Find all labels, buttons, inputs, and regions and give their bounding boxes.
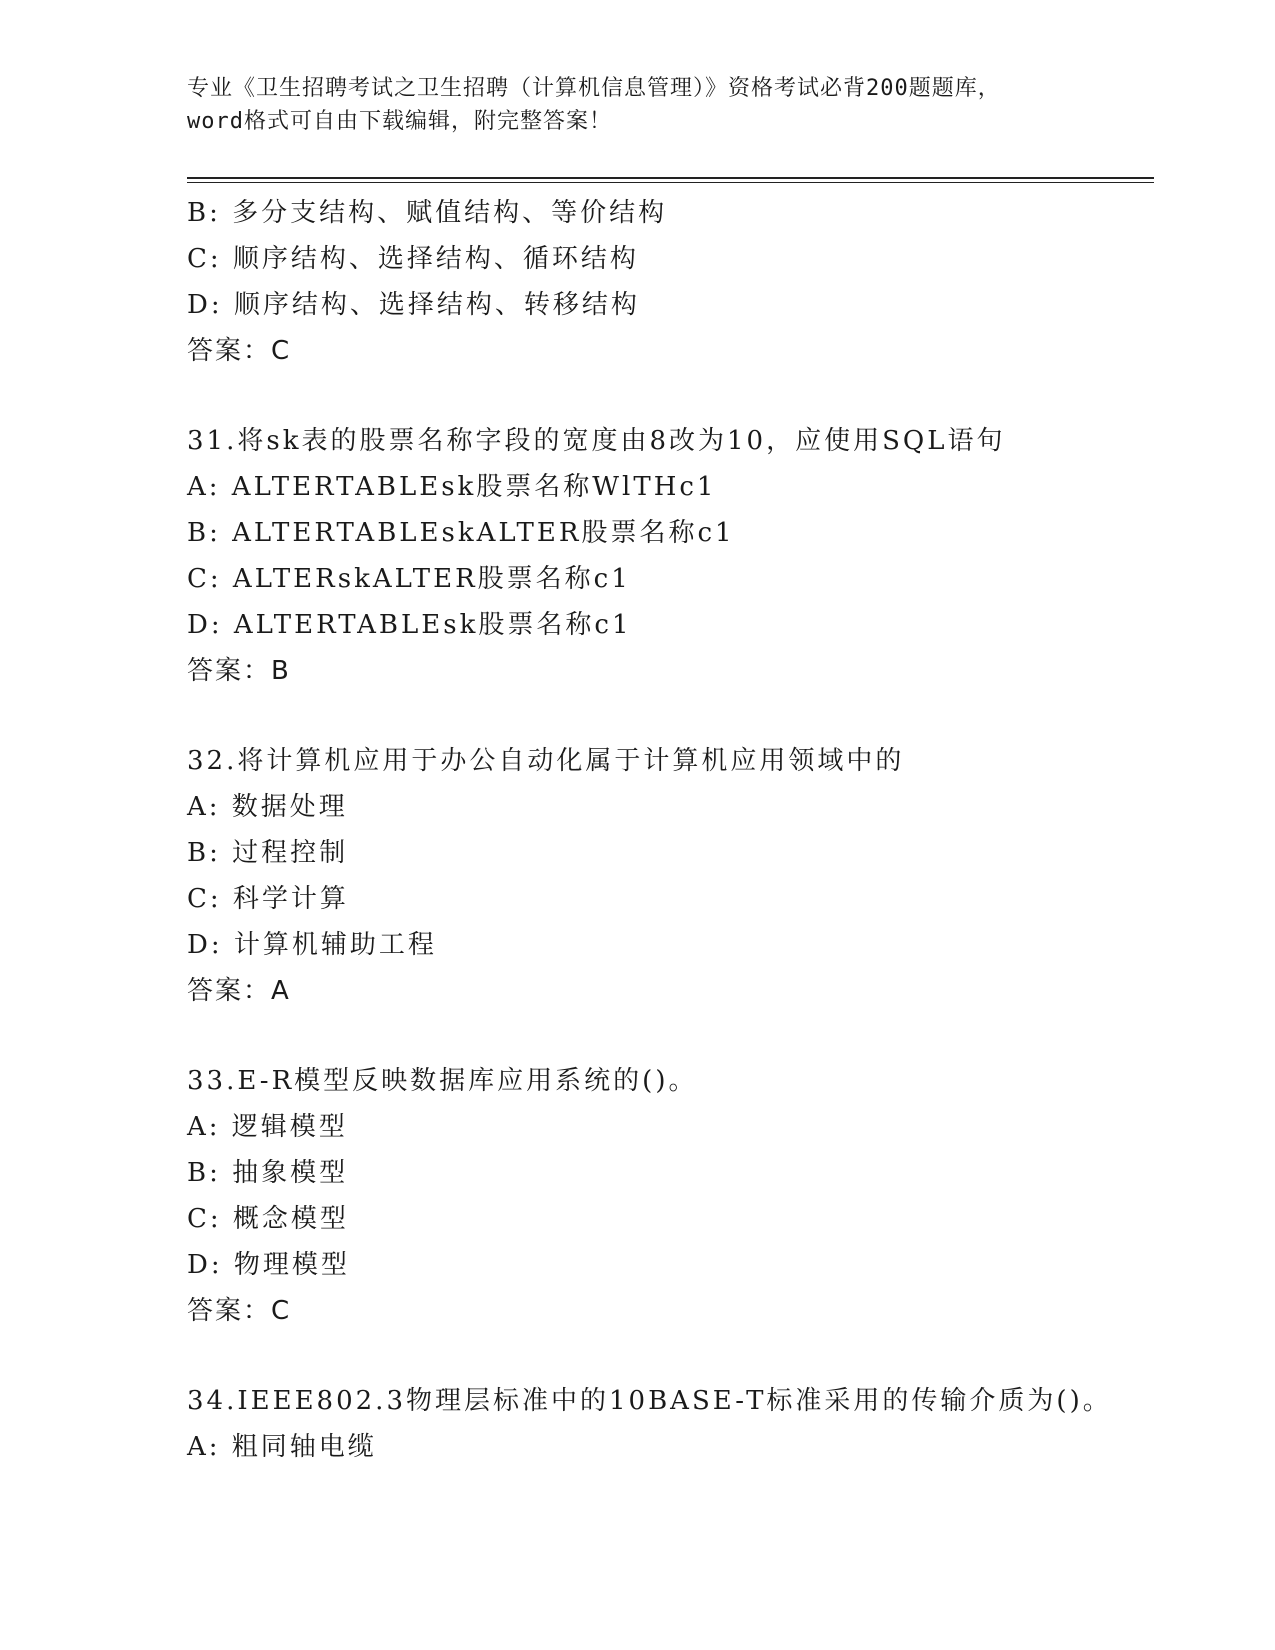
option-d: D: 计算机辅助工程: [187, 930, 437, 960]
option-b: B: ALTERTABLEskALTER股票名称c1: [187, 518, 735, 548]
answer-line: 答案：A: [187, 976, 291, 1006]
spacer: [187, 374, 1147, 418]
option-c: C: 概念模型: [187, 1204, 349, 1234]
question-block-continued: [187, 190, 1147, 374]
option-d: D: 物理模型: [187, 1250, 350, 1280]
spacer: [187, 694, 1147, 738]
option-a: A: ALTERTABLEsk股票名称WlTHc1: [187, 472, 717, 502]
option-a: A: 逻辑模型: [187, 1112, 348, 1142]
question-stem: 34.IEEE802.3物理层标准中的10BASE-T标准采用的传输介质为()。: [187, 1386, 1112, 1416]
question-block-32: [187, 738, 1147, 1014]
question-stem: 32.将计算机应用于办公自动化属于计算机应用领域中的: [187, 746, 905, 776]
question-block-33: [187, 1058, 1147, 1334]
spacer: [187, 1334, 1147, 1378]
option-d: D: 顺序结构、选择结构、转移结构: [187, 290, 640, 320]
option-a: A: 粗同轴电缆: [187, 1432, 377, 1462]
option-c: C: 顺序结构、选择结构、循环结构: [187, 244, 639, 274]
answer-line: 答案：C: [187, 1296, 292, 1326]
answer-line: 答案：C: [187, 336, 292, 366]
question-block-31: [187, 418, 1147, 694]
option-b: B: 抽象模型: [187, 1158, 349, 1188]
header-title-line-1: 专业《卫生招聘考试之卫生招聘（计算机信息管理）》资格考试必背200题题库，: [187, 76, 1001, 101]
document-header: [187, 72, 1087, 138]
header-title-line-2: word格式可自由下载编辑，附完整答案！: [187, 109, 612, 134]
question-block-34: [187, 1378, 1147, 1470]
option-d: D: ALTERTABLEsk股票名称c1: [187, 610, 632, 640]
option-b: B: 过程控制: [187, 838, 349, 868]
option-b: B: 多分支结构、赋值结构、等价结构: [187, 198, 668, 228]
spacer: [187, 1014, 1147, 1058]
option-c: C: ALTERskALTER股票名称c1: [187, 564, 631, 594]
question-stem: 33.E-R模型反映数据库应用系统的()。: [187, 1066, 698, 1096]
answer-line: 答案：B: [187, 656, 291, 686]
question-list: [187, 190, 1147, 1470]
option-a: A: 数据处理: [187, 792, 348, 822]
option-c: C: 科学计算: [187, 884, 349, 914]
header-divider-thin: [187, 182, 1154, 183]
header-divider-thick: [187, 177, 1154, 179]
question-stem: 31.将sk表的股票名称字段的宽度由8改为10，应使用SQL语句: [187, 426, 1006, 456]
